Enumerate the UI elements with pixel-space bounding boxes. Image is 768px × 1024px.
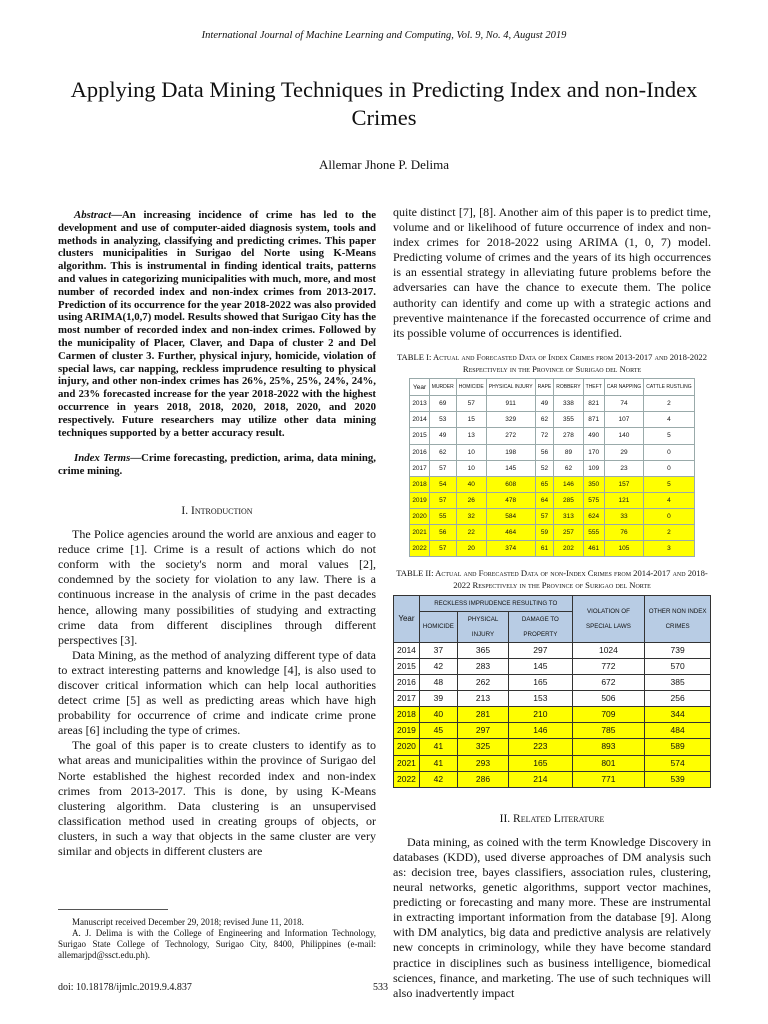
table1-cell: 170	[583, 444, 604, 460]
table2-cell: 41	[419, 755, 457, 771]
table2-cell: 145	[509, 658, 572, 674]
table1-cell: 257	[554, 525, 583, 541]
table2-cell: 256	[645, 691, 711, 707]
table1-cell: 2020	[410, 508, 429, 524]
table1-cell: 107	[604, 412, 643, 428]
table1-cell: 140	[604, 428, 643, 444]
table1-cell: 69	[429, 396, 456, 412]
table2-cell: 42	[419, 658, 457, 674]
table2-cell: 325	[457, 739, 508, 755]
table1-cell: 15	[456, 412, 486, 428]
table1-cell: 871	[583, 412, 604, 428]
index-terms-text: —Crime forecasting, prediction, arima, data mining, crime mining.	[58, 452, 376, 478]
table2-cell: 570	[645, 658, 711, 674]
page-number: 533	[373, 982, 388, 993]
table1-cell: 911	[486, 396, 535, 412]
table1-cell: 65	[535, 476, 554, 492]
table1-cell: 272	[486, 428, 535, 444]
table1-header-cell: MURDER	[429, 379, 456, 396]
table2-cell: 210	[509, 707, 572, 723]
table2-cell: 48	[419, 675, 457, 691]
table1-cell: 10	[456, 460, 486, 476]
table1-cell: 2017	[410, 460, 429, 476]
doi: doi: 10.18178/ijmlc.2019.9.4.837	[58, 982, 192, 993]
index-crimes-table	[409, 378, 694, 557]
table2-cell: 281	[457, 707, 508, 723]
table1-row	[410, 541, 694, 557]
table1-cell: 2019	[410, 492, 429, 508]
table2-cell: 2022	[394, 771, 420, 787]
table2-cell: 40	[419, 707, 457, 723]
table1-cell: 33	[604, 508, 643, 524]
table1-cell: 338	[554, 396, 583, 412]
paper-title: Applying Data Mining Techniques in Predicting Index and non-Index Crimes	[70, 77, 698, 130]
table2-cell: 539	[645, 771, 711, 787]
table2-cell: 574	[645, 755, 711, 771]
table1-cell: 624	[583, 508, 604, 524]
table1-cell: 2015	[410, 428, 429, 444]
table2-cell: 2020	[394, 739, 420, 755]
table1-cell: 2021	[410, 525, 429, 541]
table1-row	[410, 444, 694, 460]
table2-cell: 41	[419, 739, 457, 755]
table1-cell: 49	[429, 428, 456, 444]
table1-row	[410, 508, 694, 524]
table1-cell: 57	[456, 396, 486, 412]
table2-cell: 293	[457, 755, 508, 771]
index-terms	[58, 452, 376, 478]
table1-header-cell: RAPE	[535, 379, 554, 396]
table2-row	[394, 675, 711, 691]
table1-header-cell: PHYSICAL INJURY	[486, 379, 535, 396]
table2-cell: 2019	[394, 723, 420, 739]
table2-cell: 772	[572, 658, 645, 674]
table1-cell: 26	[456, 492, 486, 508]
table2-cell: 2017	[394, 691, 420, 707]
table2-cell: 2018	[394, 707, 420, 723]
table1-cell: 0	[644, 460, 694, 476]
table2-cell: 165	[509, 755, 572, 771]
table2-row	[394, 771, 711, 787]
table2-cell: 297	[457, 723, 508, 739]
section-heading-related-literature: II. Related Literature	[499, 812, 605, 825]
table1-cell: 53	[429, 412, 456, 428]
intro-paragraph-3: The goal of this paper is to create clusters to identify as to what areas and municipalities within the province of Surigao del Norte established the highest recorded index and non-index crimes from 2013-2017. This is done, by using K-Means clustering algorithm. Data clustering is an unsupervised classification method used in creating groups of objects, or clusters, in such a way that objects in the same cluster are very similar and objects in different clusters are	[58, 738, 376, 858]
related-paragraph-1: Data mining, as coined with the term Knowledge Discovery in databases (KDD), used diverse approaches of DM analysis such as: decision tree, bayes classifiers, association rules, clustering, neural networks, genetic algorithms, support vector machines, predicting or forecasting and many more. These are instrumental in extracting important information from the database [9]. Along with DM analytics, big data and predictive analysis are relatively new concepts in criminology, while they have become standard practice in disciplines such as business intelligence, biomedical sciences, finance, and marketing. The use of such techniques will also inadvertently impact	[393, 834, 711, 1000]
table1-cell: 2018	[410, 476, 429, 492]
table1-cell: 5	[644, 476, 694, 492]
table1-cell: 555	[583, 525, 604, 541]
table1-cell: 608	[486, 476, 535, 492]
table1-cell: 56	[535, 444, 554, 460]
table1-cell: 57	[429, 460, 456, 476]
right-paragraph-1: quite distinct [7], [8]. Another aim of this paper is to predict time, volume and or likelihood of future occurrence of index and non-index crimes for 2018-2022 using ARIMA (1, 0, 7) model. Predicting volume of crimes and the years of its high occurrences is an essential strategy in alleviating future problems before the adversaries can have the chance to execute them. The police authority can identify and come up with a strategic actions and preventive maintenance if the forecasted occurrence of crime and its possible volume of occurrences is identified.	[393, 205, 711, 340]
table2-cell: 506	[572, 691, 645, 707]
table1-cell: 464	[486, 525, 535, 541]
table2-cell: 39	[419, 691, 457, 707]
table2-row	[394, 658, 711, 674]
table1-row	[410, 492, 694, 508]
table1-cell: 23	[604, 460, 643, 476]
table2-header-cell: HOMICIDE	[419, 611, 457, 642]
table1-cell: 2	[644, 525, 694, 541]
table1-cell: 56	[429, 525, 456, 541]
table2-cell: 213	[457, 691, 508, 707]
table1-cell: 2	[644, 396, 694, 412]
table1-cell: 20	[456, 541, 486, 557]
table1-cell: 54	[429, 476, 456, 492]
table1-cell: 10	[456, 444, 486, 460]
table1-cell: 584	[486, 508, 535, 524]
non-index-crimes-table	[393, 595, 711, 788]
table1-cell: 4	[644, 412, 694, 428]
table2-row	[394, 739, 711, 755]
table1-cell: 329	[486, 412, 535, 428]
table2-cell: 893	[572, 739, 645, 755]
table1-cell: 62	[535, 412, 554, 428]
table2-cell: 45	[419, 723, 457, 739]
table1-cell: 0	[644, 508, 694, 524]
table2-cell: 672	[572, 675, 645, 691]
table2-group-header: RECKLESS IMPRUDENCE RESULTING TO	[419, 595, 572, 611]
table1-cell: 76	[604, 525, 643, 541]
table2-cell: 262	[457, 675, 508, 691]
table1-cell: 52	[535, 460, 554, 476]
table2-cell: 365	[457, 642, 508, 658]
table2-cell: 2021	[394, 755, 420, 771]
table1-cell: 198	[486, 444, 535, 460]
table2-header-cell: PHYSICAL INJURY	[457, 611, 508, 642]
table1-cell: 109	[583, 460, 604, 476]
table1-header-cell: Year	[410, 379, 429, 396]
table2-cell: 801	[572, 755, 645, 771]
table1-cell: 4	[644, 492, 694, 508]
table2-cell: 484	[645, 723, 711, 739]
footnote-affiliation: A. J. Delima is with the College of Engineering and Information Technology, Surigao State College of Technology, Surigao City, 8400, Philippines (e-mail: allemarjpd@ssct.edu.ph).	[58, 928, 376, 960]
table1-cell: 157	[604, 476, 643, 492]
table1-cell: 62	[429, 444, 456, 460]
table2-cell: 385	[645, 675, 711, 691]
table2-row	[394, 707, 711, 723]
table1-cell: 0	[644, 444, 694, 460]
journal-header: International Journal of Machine Learning and Computing, Vol. 9, No. 4, August 2019	[201, 30, 567, 41]
left-column	[58, 209, 376, 859]
table1-row	[410, 476, 694, 492]
table2-cell: 42	[419, 771, 457, 787]
table2-cell: 153	[509, 691, 572, 707]
table1-cell: 821	[583, 396, 604, 412]
table1-cell: 355	[554, 412, 583, 428]
table1-cell: 49	[535, 396, 554, 412]
table1-header-cell: THEFT	[583, 379, 604, 396]
footnotes	[58, 917, 376, 961]
table1-cell: 72	[535, 428, 554, 444]
footnote-manuscript: Manuscript received December 29, 2018; revised June 11, 2018.	[72, 917, 304, 927]
table1-cell: 2022	[410, 541, 429, 557]
abstract-label: Abstract	[74, 209, 112, 221]
table2-row	[394, 723, 711, 739]
footnote-divider	[58, 909, 168, 910]
table1-cell: 13	[456, 428, 486, 444]
table1-cell: 2014	[410, 412, 429, 428]
table2-cell: 2014	[394, 642, 420, 658]
table2-row	[394, 642, 711, 658]
table1-cell: 374	[486, 541, 535, 557]
table2-cell: 223	[509, 739, 572, 755]
table2-header-row	[394, 595, 711, 611]
table2-cell: 286	[457, 771, 508, 787]
table2-cell: 37	[419, 642, 457, 658]
table2-header-cell: VIOLATION OF SPECIAL LAWS	[572, 595, 645, 642]
table1-row	[410, 460, 694, 476]
table1-cell: 64	[535, 492, 554, 508]
table1-cell: 22	[456, 525, 486, 541]
table1-cell: 29	[604, 444, 643, 460]
table1-caption: TABLE I: Actual and Forecasted Data of Index Crimes from 2013-2017 and 2018-2022 Respectively in the Province of Surigao del Norte	[396, 351, 707, 375]
section-heading-introduction: I. Introduction	[181, 504, 253, 517]
table1-cell: 145	[486, 460, 535, 476]
table1-cell: 5	[644, 428, 694, 444]
table2-row	[394, 755, 711, 771]
table1-cell: 3	[644, 541, 694, 557]
table1-header-cell: ROBBERY	[554, 379, 583, 396]
table1-cell: 461	[583, 541, 604, 557]
table1-cell: 478	[486, 492, 535, 508]
table2-cell: 709	[572, 707, 645, 723]
table2-header-cell: DAMAGE TO PROPERTY	[509, 611, 572, 642]
table2-cell: 283	[457, 658, 508, 674]
table1-row	[410, 525, 694, 541]
table1-cell: 57	[429, 541, 456, 557]
table2-cell: 146	[509, 723, 572, 739]
table2-cell: 589	[645, 739, 711, 755]
table1-cell: 2016	[410, 444, 429, 460]
table1-cell: 202	[554, 541, 583, 557]
table1-cell: 490	[583, 428, 604, 444]
table1-cell: 62	[554, 460, 583, 476]
table2-header-cell: Year	[394, 595, 420, 642]
table1-cell: 313	[554, 508, 583, 524]
table1-row	[410, 412, 694, 428]
table2-cell: 297	[509, 642, 572, 658]
intro-paragraph-1: The Police agencies around the world are anxious and eager to reduce crime [1]. Crime is a result of actions which do not conform with the society's norm and moral values [2], condemned by the society for violation to any law. There is a continuous increase in the analysis of crime in the past decades hence, allowing many possibilities of studying and extracting crime data from different disciplines through different perspectives [3].	[58, 527, 376, 647]
right-column	[393, 205, 711, 1001]
table2-cell: 771	[572, 771, 645, 787]
table1-cell: 2013	[410, 396, 429, 412]
table1-cell: 89	[554, 444, 583, 460]
table1-cell: 105	[604, 541, 643, 557]
table1-header-cell: CAR NAPPING	[604, 379, 643, 396]
table1-cell: 55	[429, 508, 456, 524]
table2-row	[394, 691, 711, 707]
table1-row	[410, 428, 694, 444]
table1-cell: 59	[535, 525, 554, 541]
table1-cell: 146	[554, 476, 583, 492]
index-terms-label: Index Terms	[74, 452, 131, 465]
table1-cell: 57	[429, 492, 456, 508]
table1-cell: 57	[535, 508, 554, 524]
table1-cell: 74	[604, 396, 643, 412]
table1-cell: 32	[456, 508, 486, 524]
table1-header-cell: CATTLE RUSTLING	[644, 379, 694, 396]
table1-cell: 285	[554, 492, 583, 508]
table2-cell: 214	[509, 771, 572, 787]
table2-cell: 2016	[394, 675, 420, 691]
table2-cell: 344	[645, 707, 711, 723]
table1-cell: 575	[583, 492, 604, 508]
table2-cell: 165	[509, 675, 572, 691]
table2-caption: TABLE II: Actual and Forecasted Data of non-Index Crimes from 2014-2017 and 2018-2022 Respectively in the Province of Surigao del Norte	[396, 568, 708, 591]
table1-header-cell: HOMICIDE	[456, 379, 486, 396]
table1-cell: 40	[456, 476, 486, 492]
table2-cell: 785	[572, 723, 645, 739]
table1-cell: 121	[604, 492, 643, 508]
table2-cell: 2015	[394, 658, 420, 674]
table2-header-cell: OTHER NON INDEX CRIMES	[645, 595, 711, 642]
table2-cell: 1024	[572, 642, 645, 658]
table1-row	[410, 396, 694, 412]
intro-paragraph-2: Data Mining, as the method of analyzing different type of data to extract interesting patterns and knowledge [4], is also used to discover critical information which can help local authorities detect crime [5] as well as predicting areas which have high probability for occurrence of crime and indicate crime prone areas [6] including the type of crimes.	[58, 647, 376, 738]
table2-cell: 739	[645, 642, 711, 658]
abstract	[58, 209, 376, 439]
abstract-text: —An increasing incidence of crime has led to the development and use of computer-aided diagnosis system, tools and methods in analyzing, classifying and predicting crimes. This paper clusters municipalities in Surigao del Norte using K-Means algorithm. This is instrumental in finding identical traits, patterns and values in categorizing municipalities with much, more, and most number of recorded index and non-index crimes from 2013-2017. Prediction of its occurrence for the year 2018-2022 was also provided using ARIMA(1,0,7) model. Results showed that Surigao City has the most number of recorded index and non-index crimes. Followed by the municipality of Placer, Claver, and Dapa of cluster 2 and Del Carmen of cluster 3. Further, physical injury, homicide, violation of special laws, car napping, reckless imprudence resulting to physical injury, and other non-index crimes has 26%, 25%, 25%, 24%, 24%, and 23% forecasted increase for the year 2018-2022 with the highest occurrence in years 2018, 2018, 2020, 2018, 2020, and 2020 respectively. Future researchers may utilize other data mining techniques supported by a better accuracy result.	[58, 209, 376, 439]
table1-cell: 278	[554, 428, 583, 444]
author: Allemar Jhone P. Delima	[319, 157, 449, 172]
table1-cell: 61	[535, 541, 554, 557]
table1-cell: 350	[583, 476, 604, 492]
